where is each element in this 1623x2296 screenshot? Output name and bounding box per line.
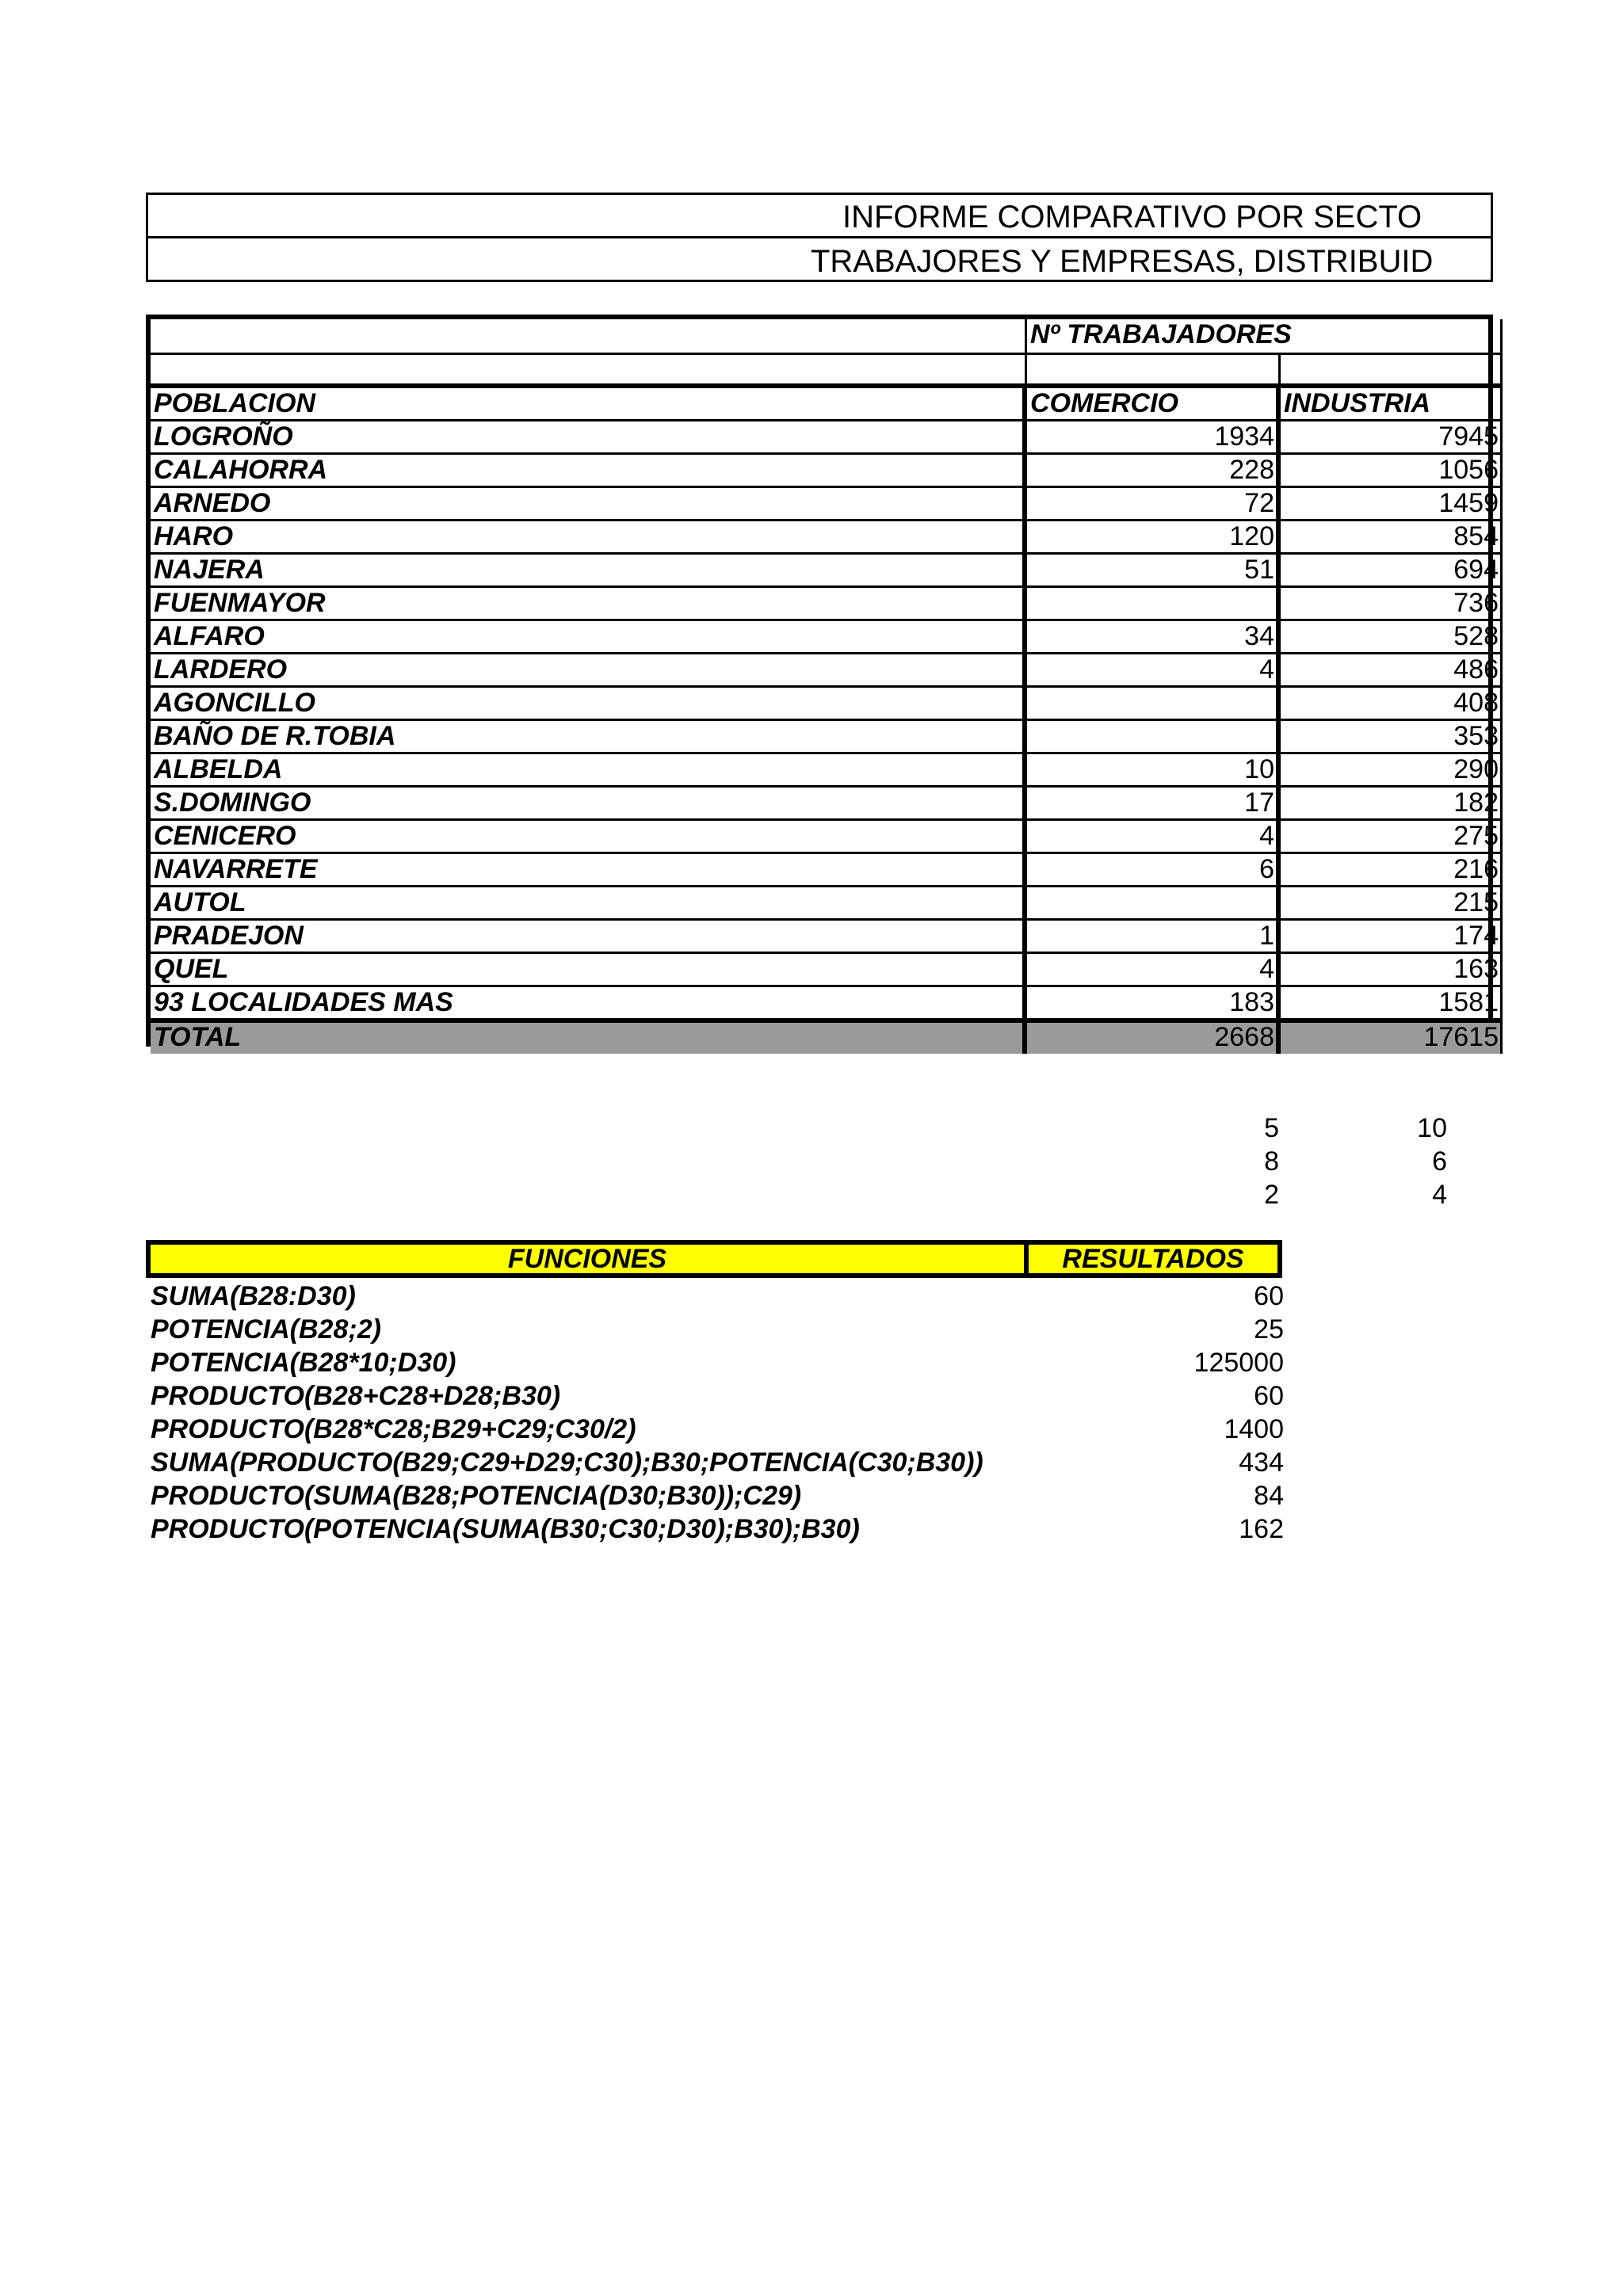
header-blank-cell[interactable]	[1027, 355, 1281, 388]
cell-comercio[interactable]: 1934	[1027, 421, 1281, 455]
cell-poblacion[interactable]: ALFARO	[151, 621, 1027, 654]
value-cell[interactable]: 10	[1417, 1113, 1447, 1143]
title-row-1	[148, 195, 1491, 238]
functions-header-resultados[interactable]: RESULTADOS	[1062, 1244, 1244, 1274]
function-formula[interactable]: POTENCIA(B28;2)	[151, 1314, 381, 1344]
header-blank-cell[interactable]	[151, 319, 1027, 355]
cell-poblacion[interactable]: AUTOL	[151, 887, 1027, 921]
column-header-comercio[interactable]: COMERCIO	[1027, 388, 1281, 421]
function-row	[151, 1381, 1284, 1414]
cell-comercio[interactable]: 34	[1027, 621, 1281, 654]
cell-industria[interactable]: 182	[1281, 788, 1503, 821]
cell-poblacion[interactable]: QUEL	[151, 954, 1027, 987]
function-formula[interactable]: PRODUCTO(B28+C28+D28;B30)	[151, 1381, 561, 1411]
cell-industria[interactable]: 174	[1281, 921, 1503, 954]
cell-industria[interactable]: 1581	[1281, 987, 1503, 1020]
cell-comercio[interactable]: 4	[1027, 954, 1281, 987]
cell-comercio[interactable]: 17	[1027, 788, 1281, 821]
cell-poblacion[interactable]: ARNEDO	[151, 488, 1027, 521]
cell-industria[interactable]: 216	[1281, 854, 1503, 887]
function-formula[interactable]: SUMA(PRODUCTO(B29;C29+D29;C30);B30;POTENCIA(C30;B30))	[151, 1447, 983, 1478]
cell-poblacion[interactable]: BAÑO DE R.TOBIA	[151, 721, 1027, 754]
cell-industria[interactable]: 528	[1281, 621, 1503, 654]
cell-poblacion[interactable]: NAJERA	[151, 555, 1027, 588]
function-row	[151, 1514, 1284, 1547]
cell-industria[interactable]: 694	[1281, 555, 1503, 588]
function-row	[151, 1348, 1284, 1381]
function-result[interactable]: 25	[1254, 1314, 1284, 1344]
cell-comercio[interactable]: 6	[1027, 854, 1281, 887]
function-row	[151, 1447, 1284, 1481]
function-result[interactable]: 1400	[1224, 1414, 1284, 1444]
cell-industria[interactable]: 1056	[1281, 455, 1503, 488]
cell-industria[interactable]: 290	[1281, 754, 1503, 788]
cell-comercio[interactable]: 4	[1027, 821, 1281, 854]
function-row	[151, 1414, 1284, 1447]
cell-poblacion[interactable]: HARO	[151, 521, 1027, 555]
cell-industria[interactable]: 854	[1281, 521, 1503, 555]
title-row-2	[148, 239, 1491, 283]
function-formula[interactable]: PRODUCTO(POTENCIA(SUMA(B30;C30;D30);B30);B30)	[151, 1514, 860, 1544]
value-cell[interactable]: 5	[1264, 1113, 1279, 1143]
value-cell[interactable]: 6	[1432, 1146, 1447, 1177]
cell-industria[interactable]: 736	[1281, 588, 1503, 621]
functions-header-funciones[interactable]: FUNCIONES	[151, 1245, 1029, 1273]
value-cell[interactable]: 2	[1264, 1180, 1279, 1210]
function-result[interactable]: 125000	[1193, 1348, 1284, 1378]
cell-poblacion[interactable]: AGONCILLO	[151, 688, 1027, 721]
cell-industria[interactable]: 215	[1281, 887, 1503, 921]
function-formula[interactable]: SUMA(B28:D30)	[151, 1281, 356, 1311]
function-row	[151, 1481, 1284, 1514]
cell-industria[interactable]: 408	[1281, 688, 1503, 721]
functions-header	[146, 1240, 1282, 1278]
function-formula[interactable]: POTENCIA(B28*10;D30)	[151, 1348, 456, 1378]
group-header-trabajadores[interactable]: Nº TRABAJADORES	[1027, 319, 1503, 355]
cell-comercio[interactable]: 10	[1027, 754, 1281, 788]
function-row	[151, 1281, 1284, 1314]
cell-poblacion[interactable]: 93 LOCALIDADES MAS	[151, 987, 1027, 1020]
function-result[interactable]: 60	[1254, 1381, 1284, 1411]
cell-industria[interactable]: 17615	[1281, 1018, 1503, 1054]
cell-comercio[interactable]: 2668	[1027, 1018, 1281, 1054]
cell-poblacion[interactable]: ALBELDA	[151, 754, 1027, 788]
cell-comercio[interactable]	[1027, 588, 1281, 621]
cell-comercio[interactable]: 4	[1027, 654, 1281, 688]
cell-comercio[interactable]: 120	[1027, 521, 1281, 555]
cell-industria[interactable]: 1459	[1281, 488, 1503, 521]
report-title-box	[146, 193, 1493, 282]
cell-comercio[interactable]	[1027, 887, 1281, 921]
cell-poblacion[interactable]: TOTAL	[151, 1018, 1027, 1054]
cell-poblacion[interactable]: LOGROÑO	[151, 421, 1027, 455]
cell-poblacion[interactable]: CENICERO	[151, 821, 1027, 854]
function-result[interactable]: 84	[1254, 1481, 1284, 1511]
cell-poblacion[interactable]: LARDERO	[151, 654, 1027, 688]
column-header-poblacion[interactable]: POBLACION	[151, 388, 1027, 421]
function-formula[interactable]: PRODUCTO(B28*C28;B29+C29;C30/2)	[151, 1414, 636, 1444]
cell-poblacion[interactable]: CALAHORRA	[151, 455, 1027, 488]
cell-poblacion[interactable]: FUENMAYOR	[151, 588, 1027, 621]
report-title: INFORME COMPARATIVO POR SECTO	[842, 200, 1423, 235]
cell-comercio[interactable]: 228	[1027, 455, 1281, 488]
cell-comercio[interactable]	[1027, 688, 1281, 721]
function-row	[151, 1314, 1284, 1348]
cell-industria[interactable]: 353	[1281, 721, 1503, 754]
cell-industria[interactable]: 163	[1281, 954, 1503, 987]
cell-poblacion[interactable]: S.DOMINGO	[151, 788, 1027, 821]
cell-industria[interactable]: 7945	[1281, 421, 1503, 455]
cell-industria[interactable]: 275	[1281, 821, 1503, 854]
cell-comercio[interactable]: 72	[1027, 488, 1281, 521]
column-header-industria[interactable]: INDUSTRIA	[1281, 388, 1503, 421]
header-blank-cell[interactable]	[151, 355, 1027, 388]
cell-comercio[interactable]: 51	[1027, 555, 1281, 588]
cell-poblacion[interactable]: NAVARRETE	[151, 854, 1027, 887]
cell-comercio[interactable]	[1027, 721, 1281, 754]
function-result[interactable]: 162	[1239, 1514, 1284, 1544]
function-result[interactable]: 434	[1239, 1447, 1284, 1478]
report-subtitle: TRABAJORES Y EMPRESAS, DISTRIBUID	[811, 244, 1434, 279]
cell-comercio[interactable]: 183	[1027, 987, 1281, 1020]
workers-table	[146, 315, 1499, 1052]
function-result[interactable]: 60	[1254, 1281, 1284, 1311]
function-formula[interactable]: PRODUCTO(SUMA(B28;POTENCIA(D30;B30));C29)	[151, 1481, 802, 1511]
header-blank-cell[interactable]	[1281, 355, 1503, 388]
cell-industria[interactable]: 486	[1281, 654, 1503, 688]
value-cell[interactable]: 4	[1432, 1180, 1447, 1210]
value-cell[interactable]: 8	[1264, 1146, 1279, 1177]
cell-poblacion[interactable]: PRADEJON	[151, 921, 1027, 954]
cell-comercio[interactable]: 1	[1027, 921, 1281, 954]
